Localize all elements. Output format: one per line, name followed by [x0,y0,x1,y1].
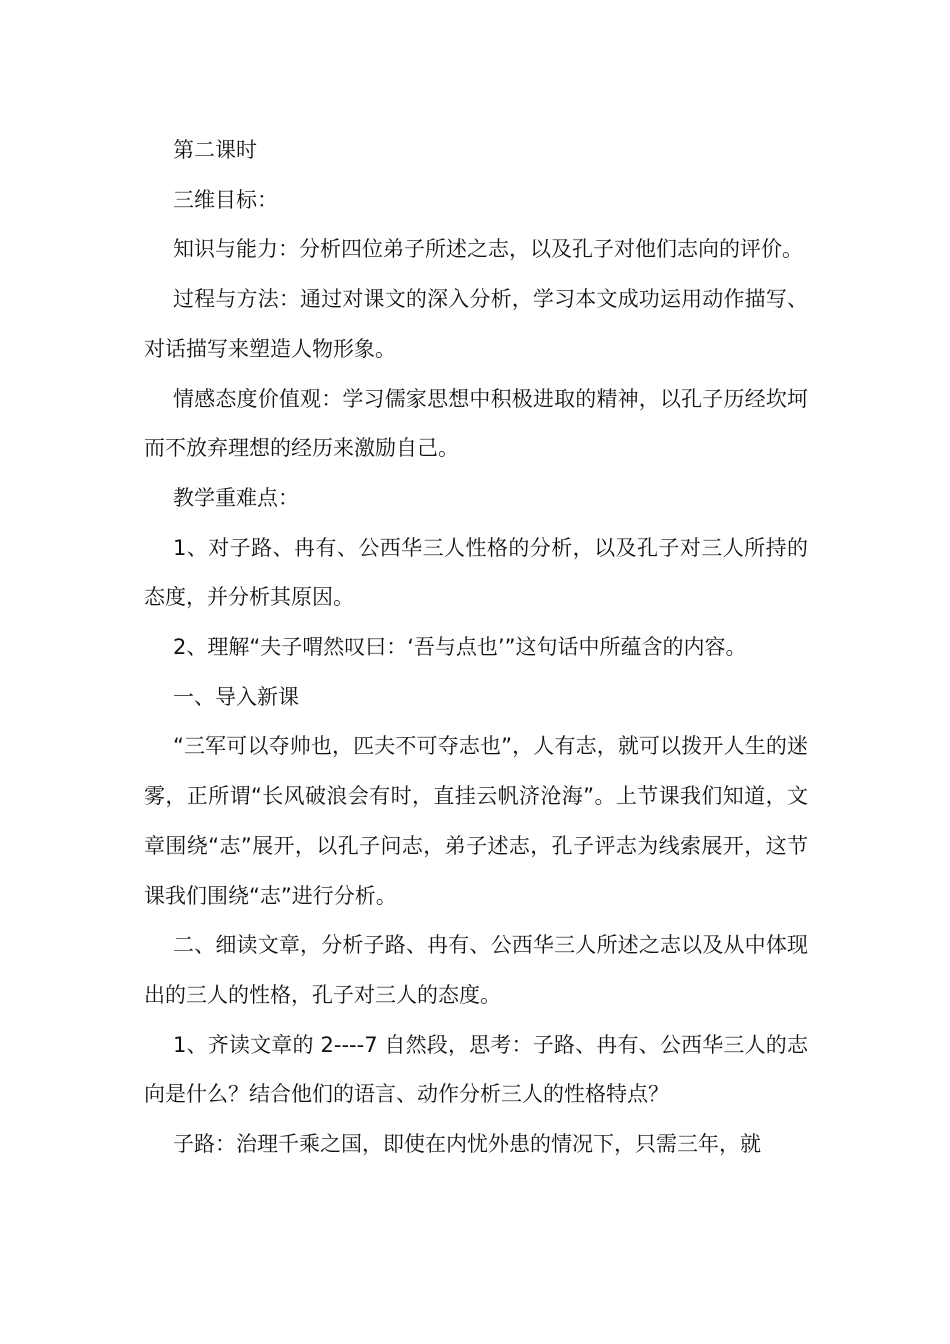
lesson-heading: 第二课时 [173,138,257,162]
key-point-1: 1、对子路、冉有、公西华三人性格的分析，以及孔子对三人所持的态度，并分析其原因。 [144,535,808,610]
document-body [144,126,808,1170]
analysis-question: 1、齐读文章的 2----7 自然段，思考：子路、冉有、公西华三人的志向是什么？结合他们的语言、动作分析三人的性格特点？ [144,1032,808,1107]
objective-process: 过程与方法：通过对课文的深入分析，学习本文成功运用动作描写、对话描写来塑造人物形象。 [144,287,808,361]
key-points-heading: 教学重难点： [173,485,299,510]
objective-values: 情感态度价值观：学习儒家思想中积极进取的精神，以孔子历经坎坷而不放弃理想的经历来激励自己。 [144,386,808,461]
section-intro-heading: 一、导入新课 [173,684,299,709]
objective-knowledge: 知识与能力：分析四位弟子所述之志，以及孔子对他们志向的评价。 [173,237,803,262]
analysis-zilu: 子路：治理千乘之国，即使在内忧外患的情况下，只需三年，就 [173,1132,761,1157]
objectives-heading: 三维目标： [173,187,278,212]
section-analysis-heading: 二、细读文章，分析子路、冉有、公西华三人所述之志以及从中体现出的三人的性格，孔子对三人的态度。 [144,933,808,1007]
key-point-2: 2、理解“夫子喟然叹曰：‘吾与点也’”这句话中所蕴含的内容。 [173,635,747,660]
intro-paragraph: “三军可以夺帅也，匹夫不可夺志也”，人有志，就可以拨开人生的迷雾，正所谓“长风破浪会有时，直挂云帆济沧海”。上节课我们知道，文章围绕“志”展开，以孔子问志，弟子述志，孔子评志为线索展开，这节课我们围绕“志”进行分析。 [144,734,808,908]
